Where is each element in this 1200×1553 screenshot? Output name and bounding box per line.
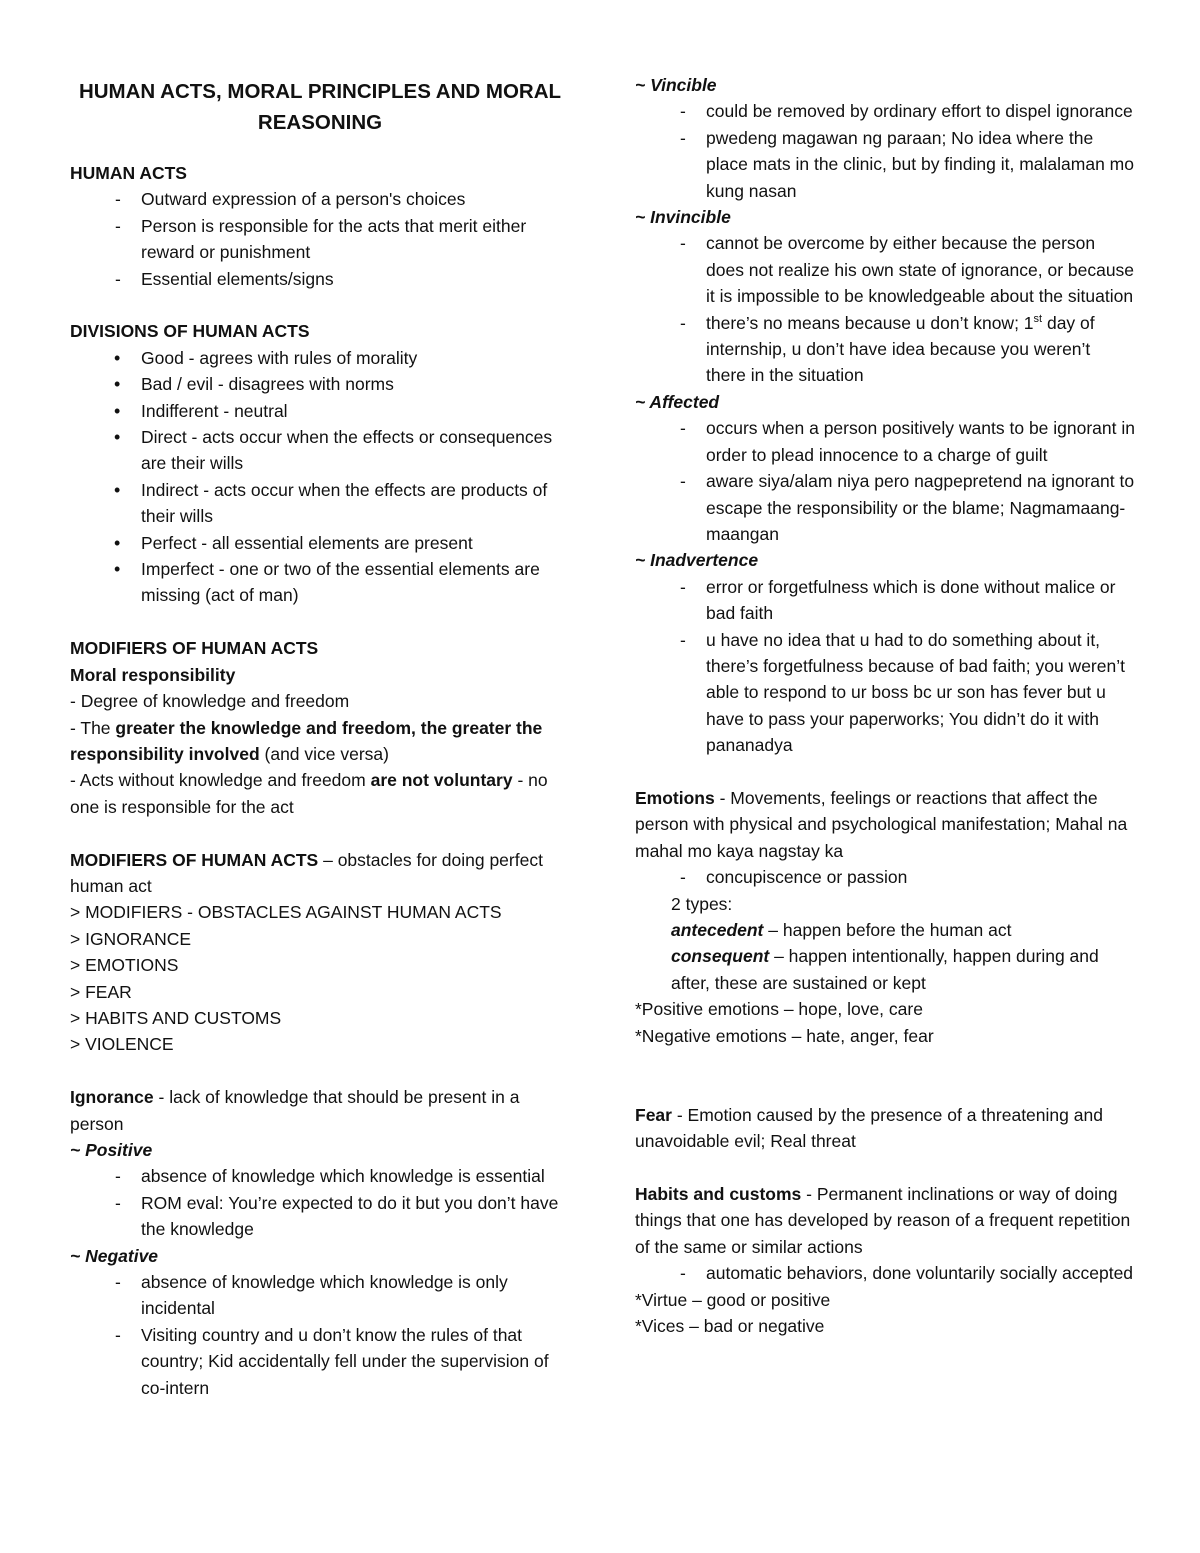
right-column	[635, 72, 1135, 1339]
list-item: > MODIFIERS - OBSTACLES AGAINST HUMAN ACTS	[70, 902, 502, 923]
list-item: • Direct - acts occur when the effects or consequences are their wills	[70, 424, 570, 477]
paragraph: - Degree of knowledge and freedom	[70, 691, 350, 712]
positive-emotions: *Positive emotions – hope, love, care	[635, 999, 923, 1020]
list-item: - absence of knowledge which knowledge is essential	[70, 1163, 570, 1189]
spacer	[635, 759, 1135, 785]
list-item: • Bad / evil - disagrees with norms	[70, 371, 570, 397]
list-item: - Visiting country and u don’t know the rules of that country; Kid accidentally fell under the supervision of co-intern	[70, 1322, 570, 1401]
inadvertence-subheading: ~ Inadvertence	[635, 550, 759, 571]
list-item: - ROM eval: You’re expected to do it but you don’t have the knowledge	[70, 1190, 570, 1243]
types-label: 2 types:	[671, 893, 733, 914]
page-title: HUMAN ACTS, MORAL PRINCIPLES AND MORAL REASONING	[78, 80, 562, 134]
spacer	[70, 1058, 570, 1084]
paragraph: - The greater the knowledge and freedom, the greater the responsibility involved (and vice versa)	[70, 717, 543, 764]
habits-definition: Habits and customs - Permanent inclinations or way of doing things that one has developed by reason of a frequent repetition of the same or similar actions	[635, 1184, 1131, 1257]
spacer	[635, 1049, 1135, 1075]
list-item: - there’s no means because u don’t know; 1st day of internship, u don’t have idea because you weren’t there in the situation	[635, 310, 1135, 389]
consequent-line: consequent – happen intentionally, happen during and after, these are sustained or kept	[671, 946, 1099, 993]
list-item: - absence of knowledge which knowledge is only incidental	[70, 1269, 570, 1322]
list-item: - cannot be overcome by either because the person does not realize his own state of ignorance, or because it is impossible to be knowledgeable about the situation	[635, 230, 1135, 309]
negative-subheading: ~ Negative	[70, 1245, 159, 1266]
list-item: - Person is responsible for the acts that merit either reward or punishment	[70, 213, 570, 266]
affected-subheading: ~ Affected	[635, 391, 720, 412]
divisions-heading: DIVISIONS OF HUMAN ACTS	[70, 321, 310, 342]
spacer	[70, 820, 570, 846]
list-item: > HABITS AND CUSTOMS	[70, 1007, 282, 1028]
list-item: - aware siya/alam niya pero nagpepretend na ignorant to escape the responsibility or the blame; Nagmamaang-maangan	[635, 468, 1135, 547]
left-column	[70, 72, 570, 1401]
spacer	[635, 1075, 1135, 1101]
list-item: - u have no idea that u had to do something about it, there’s forgetfulness because of bad faith; you weren’t able to respond to ur boss bc ur son has fever but u have to pass your paperworks; You didn’t do it with pananadya	[635, 627, 1135, 759]
virtue-line: *Virtue – good or positive	[635, 1289, 831, 1310]
spacer	[70, 292, 570, 318]
list-item: > FEAR	[70, 981, 132, 1002]
invincible-subheading: ~ Invincible	[635, 207, 731, 228]
list-item: • Perfect - all essential elements are present	[70, 530, 570, 556]
modifiers-heading: MODIFIERS OF HUMAN ACTS	[70, 638, 319, 659]
spacer	[70, 609, 570, 635]
vincible-subheading: ~ Vincible	[635, 75, 717, 95]
positive-subheading: ~ Positive	[70, 1139, 153, 1160]
spacer	[635, 1155, 1135, 1181]
list-item: • Indifferent - neutral	[70, 398, 570, 424]
list-item: > VIOLENCE	[70, 1034, 174, 1055]
list-item: • Good - agrees with rules of morality	[70, 345, 570, 371]
list-item: - pwedeng magawan ng paraan; No idea where the place mats in the clinic, but by finding it, malalaman mo kung nasan	[635, 125, 1135, 204]
list-item: - concupiscence or passion	[635, 864, 1135, 890]
negative-emotions: *Negative emotions – hate, anger, fear	[635, 1025, 934, 1046]
list-item: - Essential elements/signs	[70, 266, 570, 292]
fear-definition: Fear - Emotion caused by the presence of a threatening and unavoidable evil; Real threat	[635, 1104, 1103, 1152]
list-item: • Imperfect - one or two of the essential elements are missing (act of man)	[70, 556, 570, 609]
list-item: - could be removed by ordinary effort to dispel ignorance	[635, 98, 1135, 124]
list-item: - occurs when a person positively wants to be ignorant in order to plead innocence to a charge of guilt	[635, 415, 1135, 468]
list-item: • Indirect - acts occur when the effects are products of their wills	[70, 477, 570, 530]
emotions-definition: Emotions - Movements, feelings or reactions that affect the person with physical and psychological manifestation; Mahal na mahal mo kaya nagstay ka	[635, 787, 1128, 861]
modifiers-obstacles-heading: MODIFIERS OF HUMAN ACTS – obstacles for doing perfect human act	[70, 849, 543, 896]
ignorance-definition: Ignorance - lack of knowledge that should be present in a person	[70, 1087, 520, 1134]
list-item: > IGNORANCE	[70, 928, 192, 949]
list-item: - Outward expression of a person's choices	[70, 186, 570, 212]
moral-responsibility-subheading: Moral responsibility	[70, 664, 236, 685]
antecedent-line: antecedent – happen before the human act	[671, 919, 1012, 940]
list-item: - automatic behaviors, done voluntarily socially accepted	[635, 1260, 1135, 1286]
human-acts-heading: HUMAN ACTS	[70, 163, 187, 183]
paragraph: - Acts without knowledge and freedom are not voluntary - no one is responsible for the act	[70, 770, 548, 817]
vices-line: *Vices – bad or negative	[635, 1316, 825, 1337]
list-item: - error or forgetfulness which is done without malice or bad faith	[635, 574, 1135, 627]
list-item: > EMOTIONS	[70, 955, 179, 976]
